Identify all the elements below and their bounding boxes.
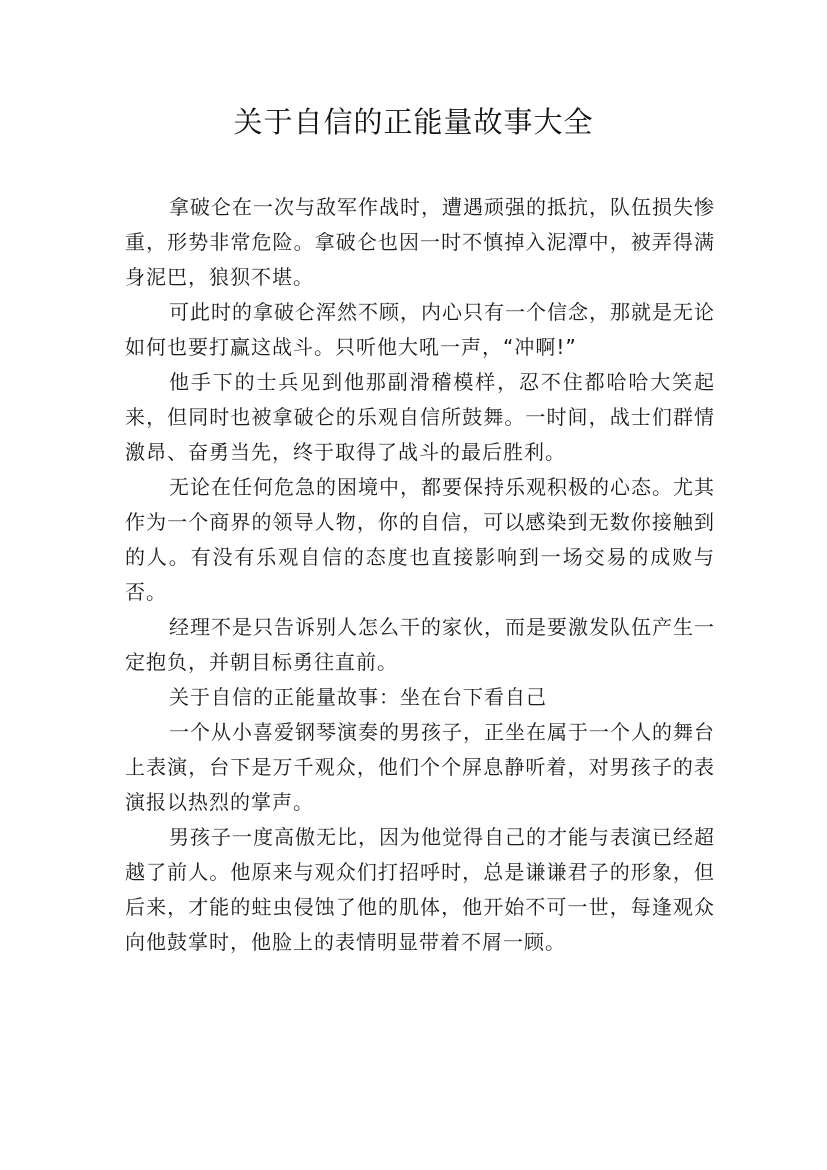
document-body bbox=[125, 190, 715, 960]
paragraph: 他手下的士兵见到他那副滑稽模样，忍不住都哈哈大笑起来，但同时也被拿破仑的乐观自信所鼓舞。一时间，战士们群情激昂、奋勇当先，终于取得了战斗的最后胜利。 bbox=[125, 370, 715, 464]
paragraph: 无论在任何危急的困境中，都要保持乐观积极的心态。尤其作为一个商界的领导人物，你的自信，可以感染到无数你接触到的人。有没有乐观自信的态度也直接影响到一场交易的成败与否。 bbox=[125, 475, 715, 604]
paragraph: 经理不是只告诉别人怎么干的家伙，而是要激发队伍产生一定抱负，并朝目标勇往直前。 bbox=[125, 615, 715, 674]
document-title: 关于自信的正能量故事大全 bbox=[233, 105, 594, 139]
paragraph: 拿破仑在一次与敌军作战时，遭遇顽强的抵抗，队伍损失惨重，形势非常危险。拿破仑也因一时不慎掉入泥潭中，被弄得满身泥巴，狼狈不堪。 bbox=[125, 195, 715, 289]
paragraph: 一个从小喜爱钢琴演奏的男孩子，正坐在属于一个人的舞台上表演，台下是万千观众，他们个个屏息静听着，对男孩子的表演报以热烈的掌声。 bbox=[125, 720, 715, 814]
paragraph: 男孩子一度高傲无比，因为他觉得自己的才能与表演已经超越了前人。他原来与观众们打招呼时，总是谦谦君子的形象，但后来，才能的蛀虫侵蚀了他的肌体，他开始不可一世，每逢观众向他鼓掌时，他脸上的表情明显带着不屑一顾。 bbox=[125, 825, 715, 954]
paragraph: 可此时的拿破仑浑然不顾，内心只有一个信念，那就是无论如何也要打赢这战斗。只听他大吼一声，“冲啊!” bbox=[125, 300, 715, 359]
section-heading: 关于自信的正能量故事：坐在台下看自己 bbox=[169, 685, 547, 709]
